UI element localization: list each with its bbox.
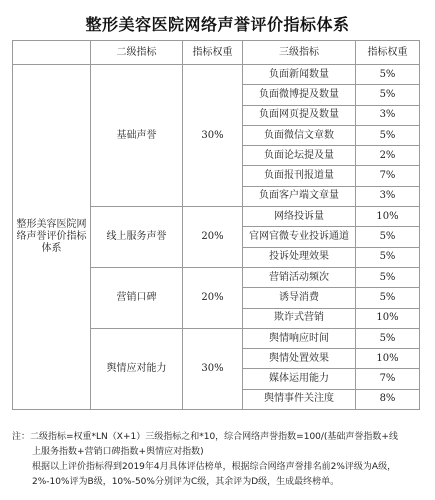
level1-cell: 整形美容医院网络声誉评价指标体系 — [13, 65, 91, 410]
level3-weight: 5% — [356, 65, 420, 85]
footnote-line: 注：二级指标=权重*LN（X+1）三级指标之和*10，综合网络声誉指数=100/(基础声誉指数+线 — [12, 432, 398, 442]
level3-weight: 7% — [356, 166, 420, 186]
level3-name: 舆情事件关注度 — [243, 389, 356, 409]
header-blank-cell — [13, 41, 91, 65]
header-weight2: 指标权重 — [183, 41, 243, 65]
table-row — [13, 65, 420, 85]
level3-name: 欺诈式营销 — [243, 308, 356, 328]
level3-name: 负面网页提及数量 — [243, 105, 356, 125]
footnote-line: 根据以上评价指标得到2019年4月具体评估榜单，根据综合网络声誉排名前2%评级为A级， — [32, 462, 397, 472]
level3-name: 舆情处置效果 — [243, 349, 356, 369]
level3-name: 负面新闻数量 — [243, 65, 356, 85]
level2-name: 基础声誉 — [91, 65, 183, 207]
footnote-line: 2%-10%评为B级，10%-50%分别评为C级，其余评为D级，生成最终榜单。 — [32, 477, 340, 487]
level3-weight: 5% — [356, 288, 420, 308]
level2-weight: 20% — [183, 267, 243, 328]
level3-weight: 3% — [356, 105, 420, 125]
footnote-line: 上服务指数+营销口碑指数+舆情应对指数) — [32, 447, 204, 457]
indicator-table — [12, 40, 420, 410]
level3-name: 负面论坛提及量 — [243, 146, 356, 166]
table-header-row — [13, 41, 420, 65]
level2-name: 舆情应对能力 — [91, 328, 183, 409]
header-weight3: 指标权重 — [356, 41, 420, 65]
header-level3: 三级指标 — [243, 41, 356, 65]
level3-weight: 5% — [356, 227, 420, 247]
level3-name: 媒体运用能力 — [243, 369, 356, 389]
level2-weight: 20% — [183, 207, 243, 268]
level3-weight: 10% — [356, 349, 420, 369]
level2-weight: 30% — [183, 328, 243, 409]
level2-name: 线上服务声誉 — [91, 207, 183, 268]
level3-name: 负面微信文章数 — [243, 125, 356, 145]
page-title: 整形美容医院网络声誉评价指标体系 — [85, 15, 350, 34]
level3-weight: 3% — [356, 186, 420, 206]
level3-weight: 5% — [356, 125, 420, 145]
level2-name: 营销口碑 — [91, 267, 183, 328]
level3-name: 投诉处理效果 — [243, 247, 356, 267]
header-level2: 二级指标 — [91, 41, 183, 65]
level3-name: 负面报刊报道量 — [243, 166, 356, 186]
level3-weight: 10% — [356, 308, 420, 328]
level3-name: 诱导消费 — [243, 288, 356, 308]
level3-weight: 5% — [356, 267, 420, 287]
level3-weight: 7% — [356, 369, 420, 389]
level3-name: 官网官微专业投诉通道 — [243, 227, 356, 247]
level3-weight: 10% — [356, 207, 420, 227]
level3-name: 负面客户端文章量 — [243, 186, 356, 206]
level3-name: 网络投诉量 — [243, 207, 356, 227]
level2-weight: 30% — [183, 65, 243, 207]
level3-weight: 5% — [356, 247, 420, 267]
level3-weight: 2% — [356, 146, 420, 166]
level3-weight: 5% — [356, 85, 420, 105]
footnote — [12, 430, 422, 490]
level3-name: 营销活动频次 — [243, 267, 356, 287]
level3-weight: 8% — [356, 389, 420, 409]
level3-name: 负面微博提及数量 — [243, 85, 356, 105]
level3-weight: 5% — [356, 328, 420, 348]
level3-name: 舆情响应时间 — [243, 328, 356, 348]
